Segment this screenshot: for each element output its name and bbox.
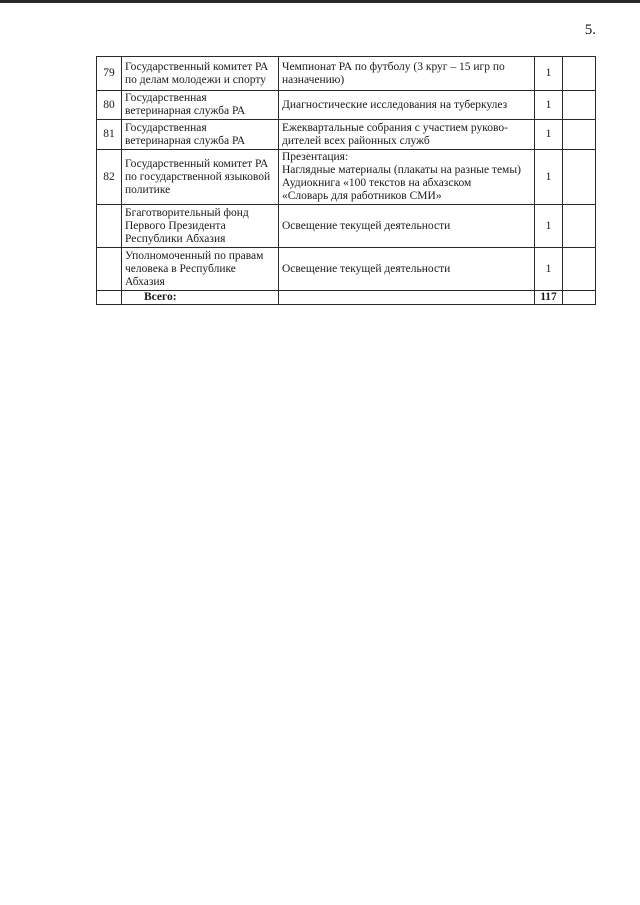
empty-cell [563, 150, 596, 205]
activity-line: Аудиокнига «100 текстов на абхазском [282, 177, 472, 189]
empty-cell [563, 205, 596, 248]
row-number: 81 [97, 120, 122, 150]
organization-cell: Бгаготворительный фонд Первого Президента Республики Абхазия [122, 205, 279, 248]
row-number [97, 205, 122, 248]
table-row [97, 57, 596, 91]
organization-cell: Уполномоченный по правам человека в Республике Абхазия [122, 248, 279, 291]
activity-cell: Освещение текущей деятельности [279, 205, 535, 248]
activity-cell: Диагностические исследования на туберкулез [279, 91, 535, 120]
organization-cell: Государственный комитет РА по делам молодежи и спорту [122, 57, 279, 91]
table-row [97, 248, 596, 291]
empty-cell [279, 291, 535, 305]
activity-cell: Освещение текущей деятельности [279, 248, 535, 291]
total-value: 117 [535, 291, 563, 305]
quantity-cell: 1 [535, 120, 563, 150]
quantity-cell: 1 [535, 248, 563, 291]
row-number [97, 248, 122, 291]
empty-cell [563, 91, 596, 120]
empty-cell [563, 120, 596, 150]
empty-cell [563, 248, 596, 291]
quantity-cell: 1 [535, 57, 563, 91]
organization-cell: Государственная ветеринарная служба РА [122, 91, 279, 120]
total-row [97, 291, 596, 305]
empty-cell [563, 57, 596, 91]
organization-cell: Государственная ветеринарная служба РА [122, 120, 279, 150]
table-row [97, 150, 596, 205]
empty-cell [563, 291, 596, 305]
table-row [97, 205, 596, 248]
row-number: 82 [97, 150, 122, 205]
total-label: Всего: [122, 291, 279, 305]
table-row [97, 120, 596, 150]
scan-top-edge [0, 0, 640, 3]
activity-cell: Ежеквартальные собрания с участием руково-дителей всех районных служб [279, 120, 535, 150]
row-number: 79 [97, 57, 122, 91]
activity-cell: Чемпионат РА по футболу (3 круг – 15 игр по назначению) [279, 57, 535, 91]
activity-line: «Словарь для работников СМИ» [282, 190, 442, 202]
page-number: 5. [584, 22, 596, 38]
distribution-table [96, 56, 596, 305]
quantity-cell: 1 [535, 205, 563, 248]
activity-line: Презентация: [282, 151, 349, 163]
quantity-cell: 1 [535, 91, 563, 120]
activity-cell [279, 150, 535, 205]
empty-cell [97, 291, 122, 305]
organization-cell: Государственный комитет РА по государственной языковой политике [122, 150, 279, 205]
row-number: 80 [97, 91, 122, 120]
table-row [97, 91, 596, 120]
quantity-cell: 1 [535, 150, 563, 205]
activity-line: Наглядные материалы (плакаты на разные темы) [282, 164, 521, 176]
